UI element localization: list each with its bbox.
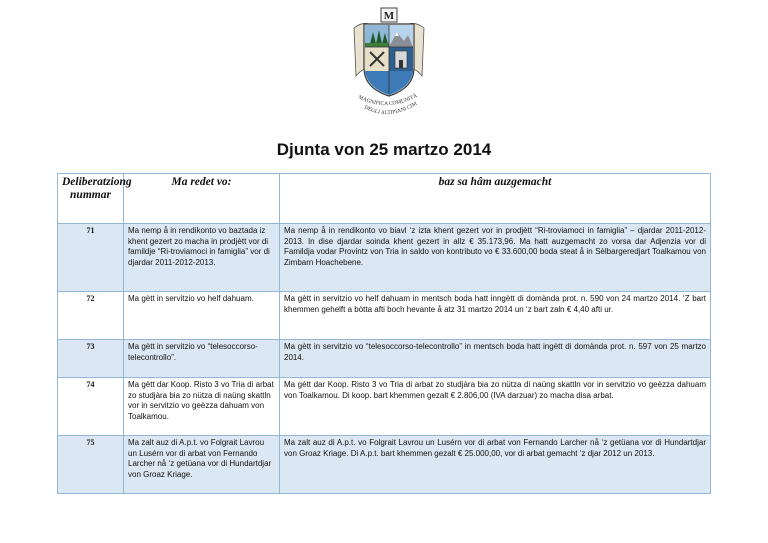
row-decision: Ma zalt auz di A.p.t. vo Folgrait Lavrou un Lusérn vor di arbat von Fernando Larcher nå ‘z getüana vor di Hundartdjar von Groaz Kriage. Di A.p.t. bart khemmen gezalt € 25.000,00, vor di arbat gemacht ‘z djar 2012 un 2013.: [280, 436, 711, 494]
table-row: [58, 292, 711, 340]
table-row: [58, 436, 711, 494]
table-row: [58, 378, 711, 436]
deliberations-table: [57, 173, 711, 494]
row-subject: Ma zalt auz di A.p.t. vo Folgrait Lavrou un Lusérn vor di arbat von Fernando Larcher nå ‘z getüana vor di Hundartdjar von Groaz Kriage.: [124, 436, 280, 494]
row-decision: Ma gètt in servitzio vo “telesoccorso-telecontrollo” in mentsch boda hatt ingètt di domànda prot. n. 597 von 25 martzo 2014.: [280, 340, 711, 378]
table-row: [58, 340, 711, 378]
row-number: 73: [58, 340, 124, 378]
row-subject: Ma gètt dar Koop. Risto 3 vo Tria di arbat zo studjàra bia zo nütza di naüng skattln vor in servitzio vo geèzza dahuam von Toalkamou.: [124, 378, 280, 436]
svg-text:M: M: [383, 10, 395, 22]
row-number: 74: [58, 378, 124, 436]
row-decision: Ma gètt dar Koop. Risto 3 vo Tria di arbat zo studjàra bia zo nütza di naüng skattln vor in servitzio vo geèzza dahuam von Toalkamou. Di koop. bart khemmen gezalt € 2.806,00 (IVA darzuar) zo macha disa arbat.: [280, 378, 711, 436]
page-title: Djunta von 25 martzo 2014: [276, 140, 492, 159]
row-subject: Ma gètt in servitzio vo helf dahuam.: [124, 292, 280, 340]
row-subject: Ma nemp å in rendikonto vo baztada iz khent gezert zo macha in prodjètt vor di famildje “Ri-troviamoci in famiglia” vor di djardar 2011-2012-2013.: [124, 224, 280, 292]
row-decision: Ma nemp å in rendikonto vo biavl ‘z izta khent gezert vor in prodjètt “Ri-troviamoci in famiglia” – djardar 2011-2012-2013. In dise djardar soinda khent gezert in allz € 35.173,96. Ma hatt auzgemacht zo vorsa dar Adjenzia vor di Famildja vodar Provintz von Tria in saldo von kontributo vo € 33.600,00 boda steat å in Sèlbargeredjart Toalkamou von Zimbarn Hoachebene.: [280, 224, 711, 292]
coat-of-arms-logo: [344, 6, 434, 124]
row-number: 72: [58, 292, 124, 340]
header-decision: baz sa hâm auzgemacht: [280, 174, 711, 224]
row-subject: Ma gètt in servitzio vo “telesoccorso-telecontrollo”.: [124, 340, 280, 378]
header-number: Deliberatziong nummar: [58, 174, 124, 224]
row-decision: Ma gètt in servitzio vo helf dahuam in mentsch boda hatt inngètt di domànda prot. n. 590 von 24 martzo 2014. ‘Z bart khemmen gehelft a bòtta afti boch hevante å atz 31 martzo 2014 un ‘z bart zaln € 4,40 afti ur.: [280, 292, 711, 340]
svg-text:MAGNIFICA COMUNITÀ: MAGNIFICA COMUNITÀ: [357, 93, 419, 108]
row-number: 75: [58, 436, 124, 494]
svg-text:DEGLI ALTIPIANI CIMBRI: DEGLI ALTIPIANI CIM: [363, 101, 419, 117]
table-row: [58, 224, 711, 292]
row-number: 71: [58, 224, 124, 292]
header-subject: Ma redet vo:: [124, 174, 280, 224]
